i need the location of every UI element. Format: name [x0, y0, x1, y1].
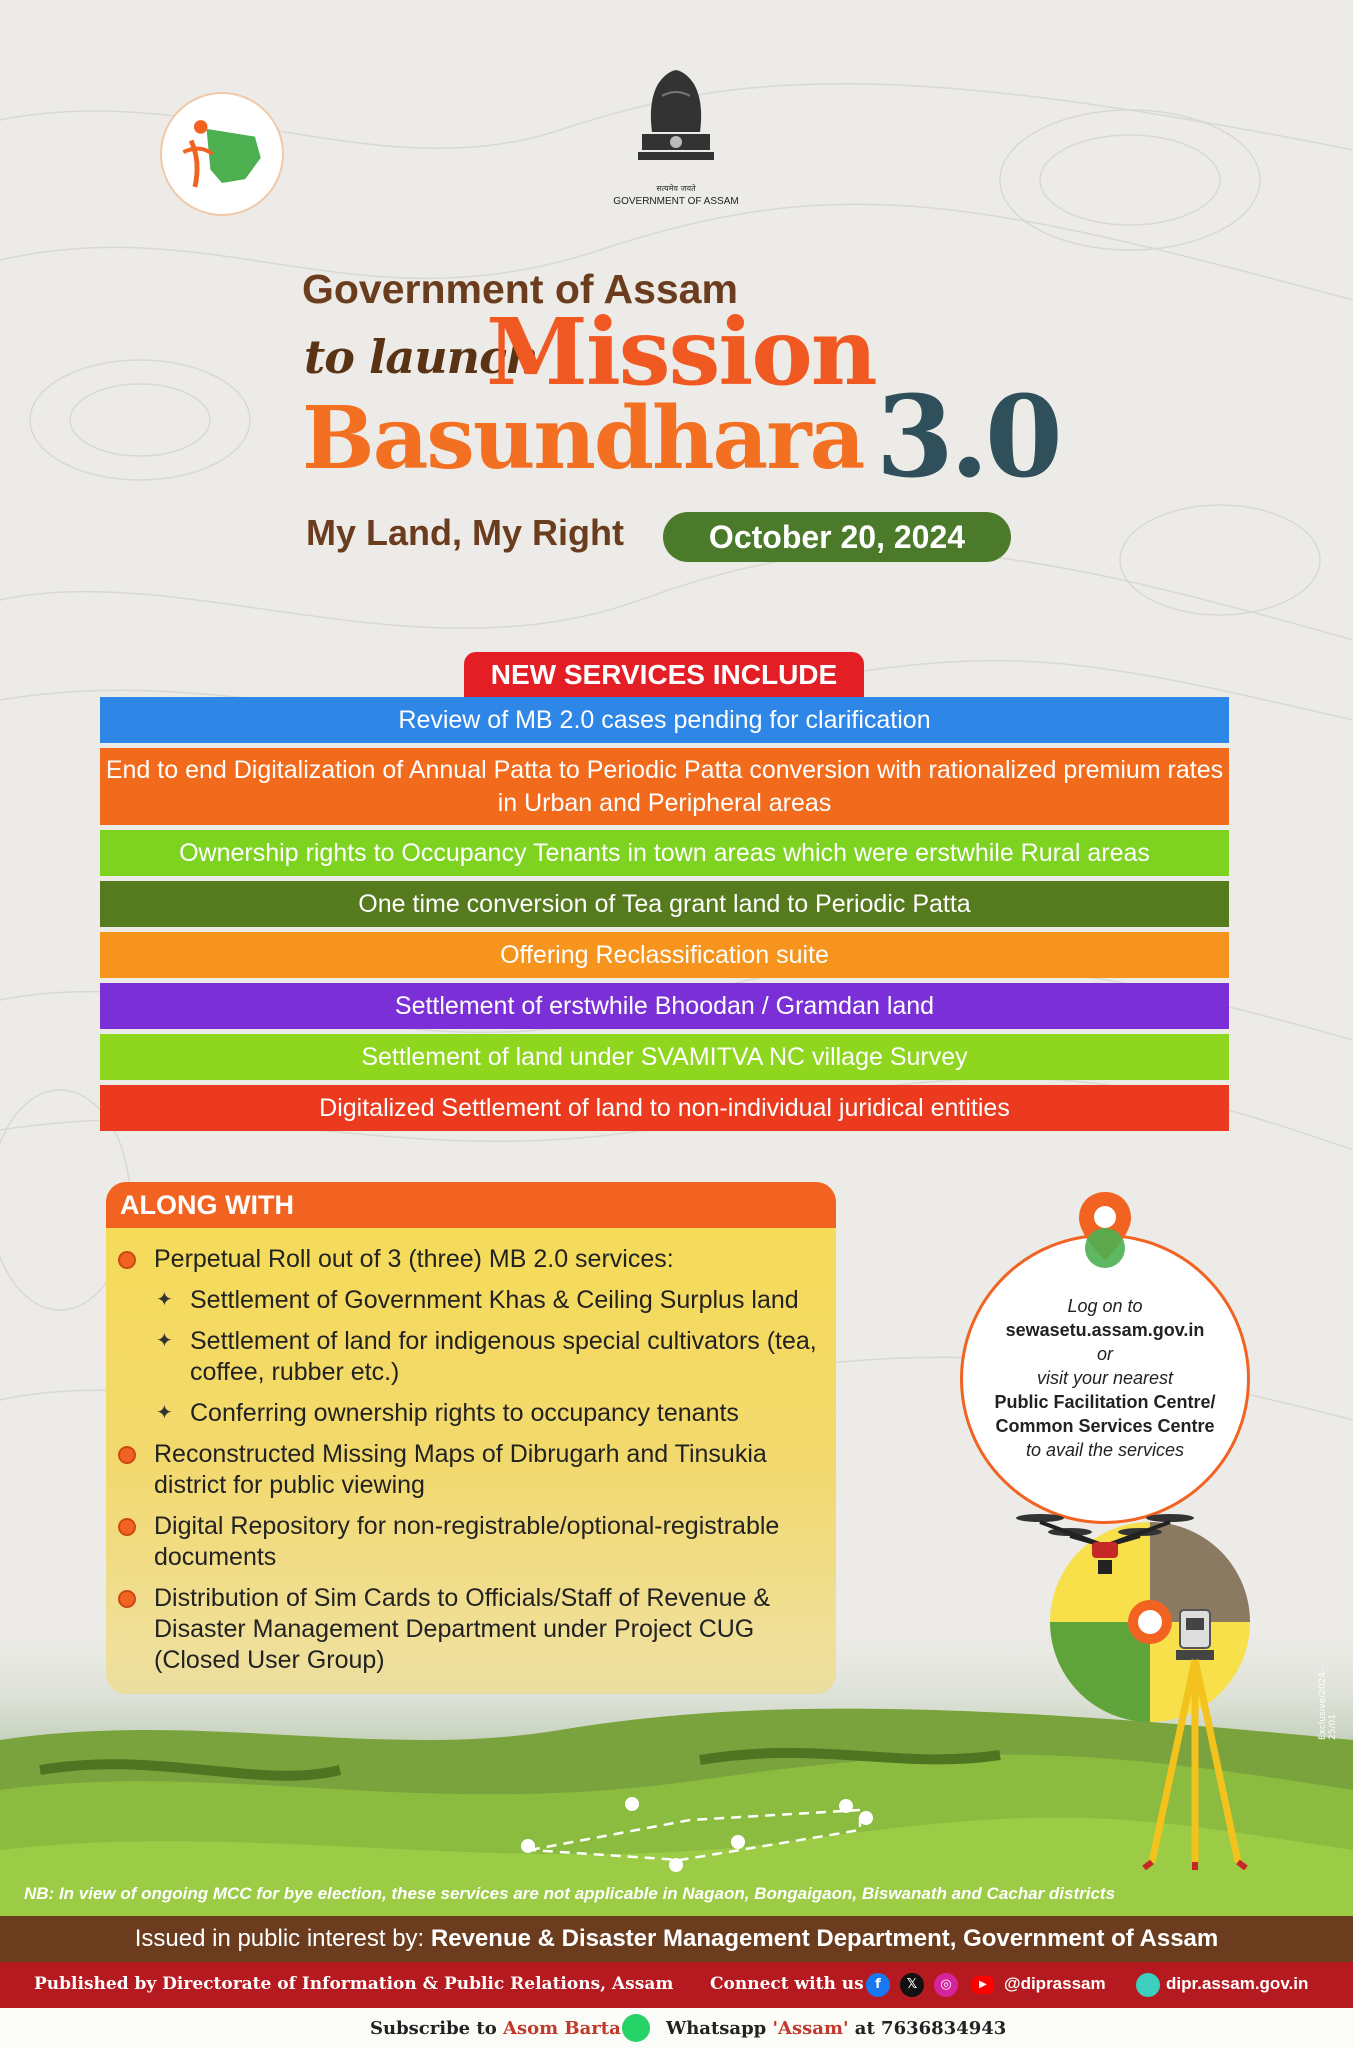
- subscribe-name[interactable]: Asom Barta: [503, 2018, 621, 2039]
- service-item: Digitalized Settlement of land to non-individual juridical entities: [100, 1085, 1229, 1131]
- service-item: One time conversion of Tea grant land to Periodic Patta: [100, 881, 1229, 927]
- along-with-heading: ALONG WITH: [106, 1182, 836, 1228]
- basundhara-word: Basundhara: [302, 388, 864, 489]
- globe-icon: [1136, 1973, 1160, 1997]
- bullet-icon: [118, 1590, 136, 1608]
- ashoka-emblem: [628, 62, 724, 182]
- service-item: Settlement of land under SVAMITVA NC village Survey: [100, 1034, 1229, 1080]
- list-item: [118, 1583, 828, 1676]
- logon-or: or: [1096, 1344, 1113, 1364]
- whatsapp-text: [666, 2018, 1006, 2039]
- sparkle-icon: ✦: [156, 1289, 173, 1311]
- tripod-icon: [1140, 1600, 1250, 1870]
- sub-list-item-text: Conferring ownership rights to occupancy tenants: [190, 1399, 739, 1427]
- service-item: Ownership rights to Occupancy Tenants in town areas which were erstwhile Rural areas: [100, 830, 1229, 876]
- whatsapp-icon[interactable]: [622, 2014, 650, 2042]
- location-pin-icon: [1076, 1190, 1134, 1270]
- sub-list-item-text: Settlement of land for indigenous special cultivators (tea, coffee, rubber etc.): [190, 1327, 817, 1386]
- website-link[interactable]: dipr.assam.gov.in: [1166, 1974, 1309, 1993]
- mission-word: Mission: [486, 298, 876, 406]
- centre-name: Common Services Centre: [995, 1416, 1215, 1436]
- bullet-icon: [118, 1518, 136, 1536]
- bullet-icon: [118, 1446, 136, 1464]
- publisher-text: Published by Directorate of Information & Public Relations, Assam: [34, 1974, 674, 1994]
- service-item: End to end Digitalization of Annual Patta to Periodic Patta conversion with rationalized premium rates in Urban and Peripheral areas: [100, 748, 1229, 825]
- subscribe-text: [370, 2018, 621, 2039]
- logon-line: to avail the services: [1025, 1440, 1185, 1460]
- sub-list-item: [156, 1326, 828, 1388]
- sparkle-icon: ✦: [156, 1330, 173, 1352]
- publisher-bar: [0, 1962, 1353, 2008]
- issued-department: Revenue & Disaster Management Department, Government of Assam: [430, 1925, 1219, 1952]
- whatsapp-name: 'Assam': [772, 2018, 849, 2039]
- instagram-icon[interactable]: ◎: [934, 1973, 958, 1997]
- side-code: Exclusive/2024-25/01: [1318, 1668, 1338, 1740]
- list-item: [118, 1244, 828, 1275]
- list-item-text: Digital Repository for non-registrable/optional-registrable documents: [154, 1512, 780, 1571]
- drone-icon: [1010, 1502, 1200, 1592]
- whatsapp-prefix: Whatsapp: [666, 2018, 767, 2039]
- sub-list-item: [156, 1398, 828, 1429]
- services-list: [100, 697, 1229, 1136]
- version-number: 3.0: [876, 372, 1059, 503]
- sub-list-item: [156, 1285, 828, 1316]
- along-with-list: [118, 1244, 828, 1686]
- sewasetu-link[interactable]: sewasetu.assam.gov.in: [1005, 1320, 1205, 1340]
- x-icon[interactable]: 𝕏: [900, 1973, 924, 1997]
- logon-info: [976, 1294, 1234, 1462]
- whatsapp-number[interactable]: 7636834943: [881, 2018, 1007, 2039]
- issued-prefix: Issued in public interest by:: [134, 1925, 425, 1952]
- list-item: [118, 1439, 828, 1501]
- tagline: My Land, My Right: [306, 512, 624, 553]
- sub-list-item-text: Settlement of Government Khas & Ceiling Surplus land: [190, 1286, 799, 1314]
- to-launch-text: to launch: [304, 330, 539, 384]
- facebook-icon[interactable]: f: [866, 1973, 890, 1997]
- page-title: Government of Assam: [302, 266, 738, 312]
- service-item: Review of MB 2.0 cases pending for clarification: [100, 697, 1229, 743]
- emblem-label: GOVERNMENT OF ASSAM: [613, 196, 739, 207]
- bullet-icon: [118, 1251, 136, 1269]
- whatsapp-at: at: [854, 2018, 875, 2039]
- logon-line: Log on to: [1067, 1296, 1143, 1316]
- services-heading: NEW SERVICES INCLUDE: [464, 652, 864, 698]
- list-item-text: Reconstructed Missing Maps of Dibrugarh and Tinsukia district for public viewing: [154, 1440, 767, 1499]
- sparkle-icon: ✦: [156, 1402, 173, 1424]
- service-item: Offering Reclassification suite: [100, 932, 1229, 978]
- connect-label: Connect with us: [710, 1974, 864, 1994]
- list-item-text: Perpetual Roll out of 3 (three) MB 2.0 services:: [154, 1245, 674, 1273]
- nb-notice: NB: In view of ongoing MCC for bye election, these services are not applicable in Nagaon, Bongaigaon, Biswanath and Cachar districts: [24, 1884, 1116, 1903]
- centre-name: Public Facilitation Centre/: [994, 1392, 1216, 1412]
- list-item: [118, 1511, 828, 1573]
- emblem-motto: सत्यमेव जयते: [656, 184, 696, 193]
- list-item-text: Distribution of Sim Cards to Officials/Staff of Revenue & Disaster Management Department under Project CUG (Closed User Group): [154, 1584, 771, 1674]
- subscribe-bar: [0, 2008, 1353, 2048]
- subscribe-prefix: Subscribe to: [370, 2018, 497, 2039]
- issued-by-bar: [0, 1916, 1353, 1962]
- youtube-icon[interactable]: ▶: [972, 1976, 994, 1994]
- service-item: Settlement of erstwhile Bhoodan / Gramdan land: [100, 983, 1229, 1029]
- logon-line: visit your nearest: [1036, 1368, 1174, 1388]
- social-handle[interactable]: @diprassam: [1004, 1974, 1106, 1993]
- mission-basundhara-logo: [160, 92, 284, 216]
- launch-date-badge: October 20, 2024: [663, 512, 1011, 562]
